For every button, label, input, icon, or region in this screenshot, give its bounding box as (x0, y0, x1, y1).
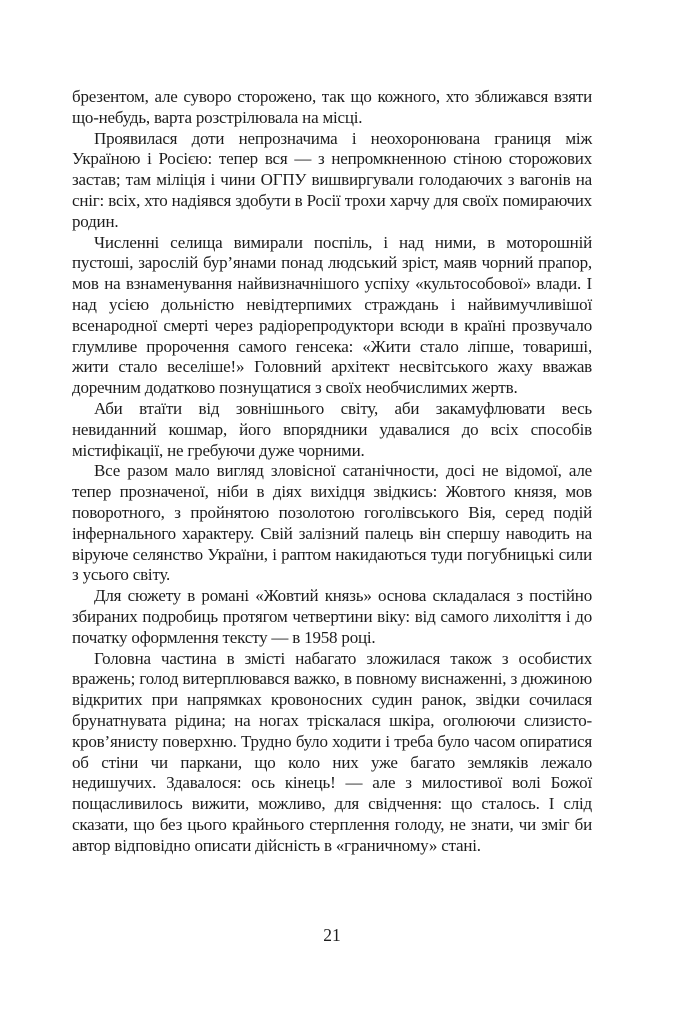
paragraph: Все разом мало вигляд зловісної сатанічности, досі не відомої, але тепер прозначеної, ніби в діях вихідця звідкись: Жовтого князя, мов поворотного, з пройнятою позолотою гоголівського Вія, серед подій інфернального характеру. Свій залізний палець він спершу наводить на віруюче селянство України, і раптом накидаються туди погубницькі сили з усього світу. (72, 461, 592, 585)
body-text (72, 87, 592, 856)
paragraph: Численні селища вимирали поспіль, і над ними, в моторошній пустоші, зарослій бур’янами понад людський зріст, маяв чорний прапор, мов на взнаменування найвизначнішого успіху «культособової» влади. І над усією дольністю невідтерпимих страждань і найвимучливішої всенародної смерті через радіорепродуктори всюди в країні прозвучало глумливе пророчення самого генсека: «Жити стало ліпше, товариші, жити стало веселіше!» Головний архітект несвітського жаху вважав доречним додатково познущатися з своїх необчислимих жертв. (72, 232, 592, 398)
paragraph: Для сюжету в романі «Жовтий князь» основа складалася з постійно збираних подробиць протягом четвертини віку: від самого лихоліття і до початку оформлення тексту — в 1958 році. (72, 586, 592, 647)
page-number: 21 (323, 925, 341, 945)
paragraph: брезентом, але суворо сторожено, так що кожного, хто зближався взяти що-небудь, варта розстрілювала на місці. (72, 87, 592, 127)
paragraph: Головна частина в змісті набагато зложилася також з особистих вражень; голод витерплювався важко, в повному виснаженні, з дюжиною відкритих при напрямках кровоносних судин ранок, звідки сочилася брунатнувата рідина; на ногах тріскалася шкіра, оголюючи слизисто-кров’янисту поверхню. Трудно було ходити і треба було часом опиратися об стіни чи паркани, що коло них уже багато земляків лежало недишучих. Здавалося: ось кінець! — але з милостивої волі Божої пощасливилось вижити, можливо, для свідчення: що сталось. І слід сказати, що без цього крайнього стерплення голоду, не знати, чи зміг би автор відповідно описати дійсність в «граничному» стані. (72, 648, 592, 855)
paragraph: Проявилася доти непрозначима і неохоронювана границя між Україною і Росією: тепер вся — з непромкненною стіною сторожових застав; там міліція і чини ОГПУ вишвиргували голодаючих з вагонів на сніг: всіх, хто надіявся здобути в Росії трохи харчу для своїх помираючих родин. (72, 128, 592, 231)
paragraph: Аби втаїти від зовнішнього світу, аби закамуфлювати весь невиданний кошмар, його впорядники удавалися до всіх способів містифікації, не гребуючи дуже чорними. (72, 398, 592, 460)
